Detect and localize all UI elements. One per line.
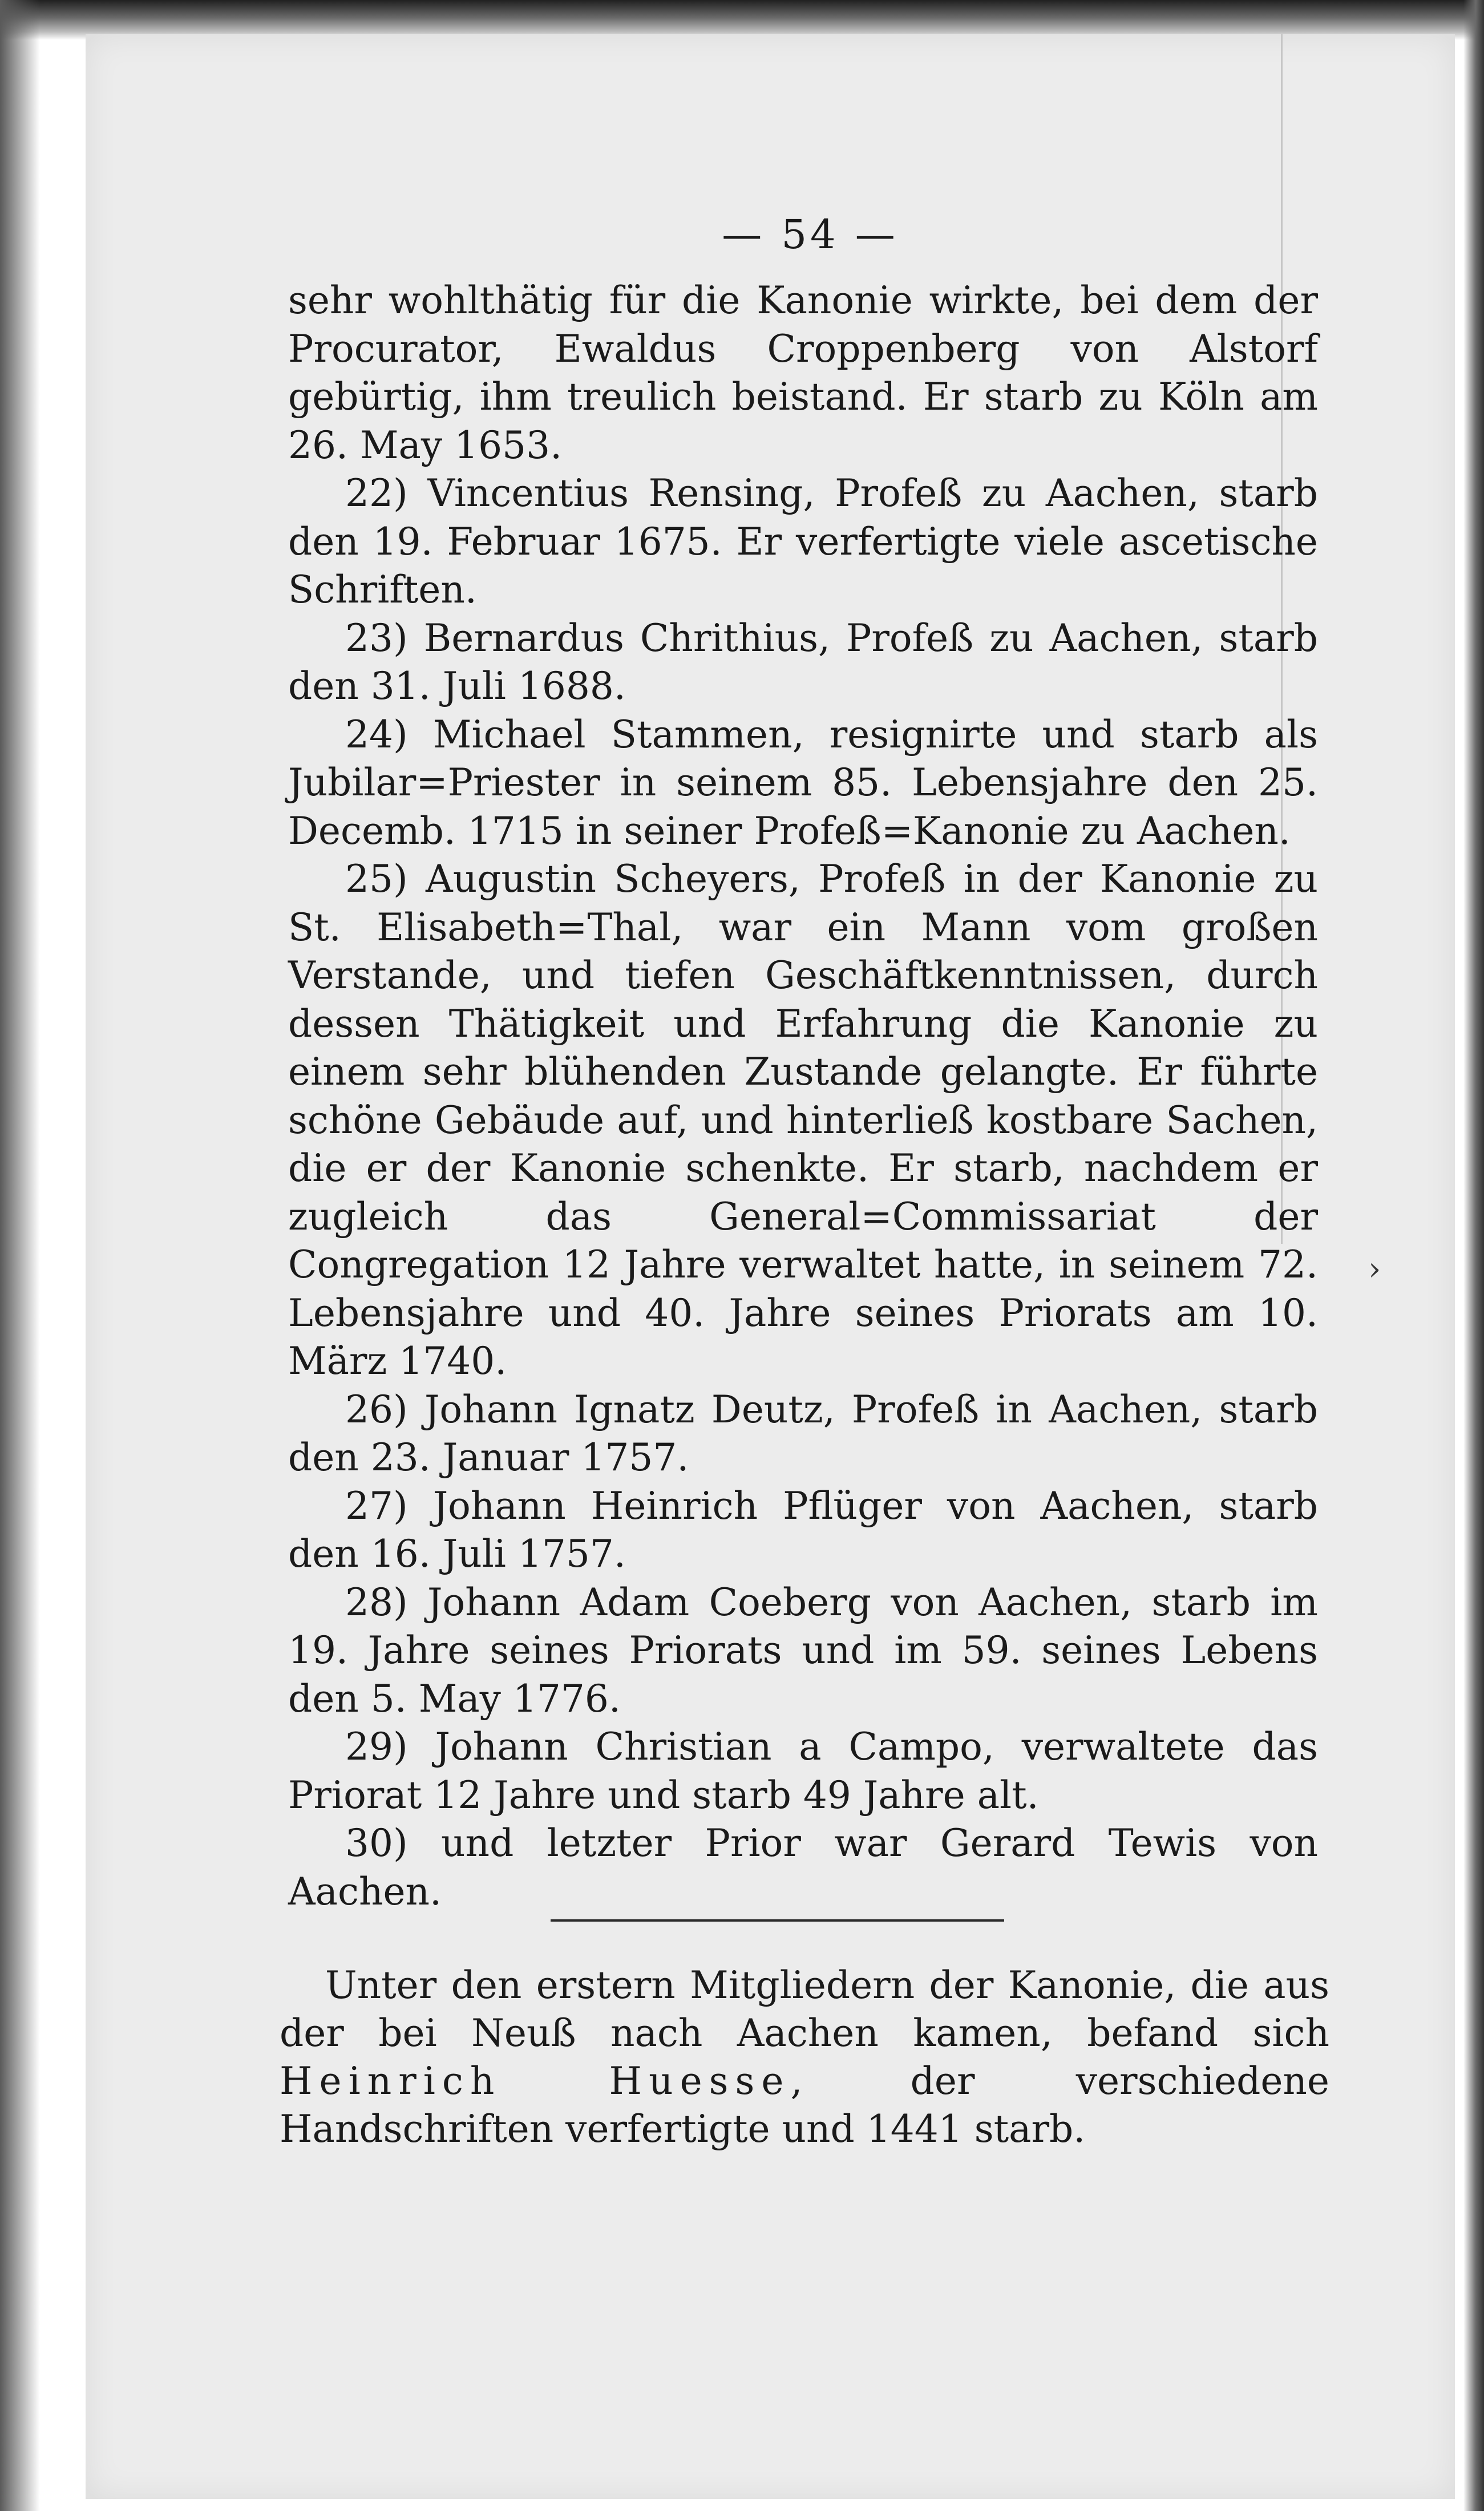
entry-28: 28) Johann Adam Coeberg von Aachen, starb im 19. Jahre seines Priorats und im 59. seines Lebens den 5. May 1776.	[288, 1580, 1318, 1721]
footnote-paragraph	[280, 1962, 1329, 2153]
footnote-after: der verschiedene Handschriften verfertigte und 1441 starb.	[280, 2059, 1329, 2151]
entry-22: 22) Vincentius Rensing, Profeß zu Aachen, starb den 19. Februar 1675. Er verfertigte viele ascetische Schriften.	[288, 471, 1318, 612]
margin-mark: ›	[1368, 1251, 1381, 1288]
section-divider	[551, 1919, 1004, 1922]
footnote-name: Heinrich Huesse,	[280, 2059, 810, 2103]
entry-26: 26) Johann Ignatz Deutz, Profeß in Aachen, starb den 23. Januar 1757.	[288, 1387, 1318, 1479]
page-number: — 54 —	[722, 211, 899, 258]
scan-right-edge	[1463, 0, 1484, 2511]
entry-27: 27) Johann Heinrich Pflüger von Aachen, starb den 16. Juli 1757.	[288, 1483, 1318, 1576]
footnote-text	[280, 1962, 1329, 2153]
continuation-paragraph: sehr wohlthätig für die Kanonie wirkte, bei dem der Procurator, Ewaldus Croppenberg von Alstorf gebürtig, ihm treulich beistand. Er starb zu Köln am 26. May 1653.	[288, 278, 1318, 467]
entry-29: 29) Johann Christian a Campo, verwaltete das Priorat 12 Jahre und starb 49 Jahre alt.	[288, 1725, 1318, 1817]
scan-left-shadow	[0, 0, 40, 2511]
entry-25: 25) Augustin Scheyers, Profeß in der Kanonie zu St. Elisabeth=Thal, war ein Mann vom großen Verstande, und tiefen Geschäftkenntnissen, durch dessen Thätigkeit und Erfahrung die Kanonie zu einem sehr blühenden Zustande gelangte. Er führte schöne Gebäude auf, und hinterließ kostbare Sachen, die er der Kanonie schenkte. Er starb, nachdem er zugleich das General=Commissariat der Congregation 12 Jahre verwaltet hatte, in seinem 72. Lebensjahre und 40. Jahre seines Priorats am 10. März 1740.	[288, 857, 1318, 1383]
main-text	[288, 277, 1318, 1916]
entry-30: 30) und letzter Prior war Gerard Tewis von Aachen.	[288, 1821, 1318, 1914]
footnote-before: Unter den erstern Mitgliedern der Kanonie, die aus der bei Neuß nach Aachen kamen, befand sich	[280, 1963, 1329, 2055]
entry-24: 24) Michael Stammen, resignirte und starb als Jubilar=Priester in seinem 85. Lebensjahre den 25. Decemb. 1715 in seiner Profeß=Kanonie zu Aachen.	[288, 712, 1318, 853]
entry-23: 23) Bernardus Chrithius, Profeß zu Aachen, starb den 31. Juli 1688.	[288, 616, 1318, 708]
